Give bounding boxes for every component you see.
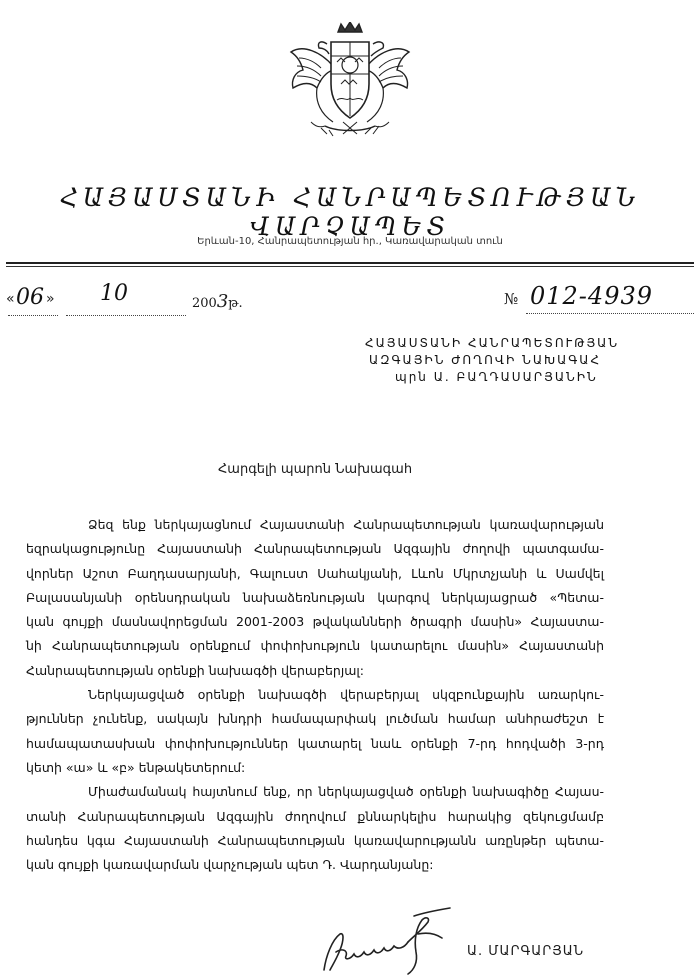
body-line: համապատասխան փոփոխություններ կատարել նաև օրենքի 7-րդ հոդվածի 3-րդ bbox=[26, 735, 604, 751]
addressee-block bbox=[365, 335, 695, 386]
body-line: կետի «ա» և «բ» ենթակետերում: bbox=[26, 759, 246, 775]
handwritten-signature-icon bbox=[318, 900, 458, 977]
letter-number bbox=[500, 282, 694, 322]
body-line: կան գույքի կառավարման վարչության պետ Դ. Վարդանյանը: bbox=[26, 857, 434, 873]
number-value: 012-4939 bbox=[530, 282, 653, 310]
date-year: 2003թ. bbox=[192, 291, 243, 312]
header-divider-thin bbox=[6, 266, 694, 267]
date-day: 06 bbox=[16, 285, 44, 310]
body-line: նի Հանրապետության օրենքում փոփոխություն կատարելու մասին» Հայաստանի bbox=[26, 638, 604, 654]
body-line: Ձեզ ենք ներկայացնում Հայաստանի Հանրապետության կառավարության bbox=[88, 517, 604, 532]
body-line: Հանրապետության օրենքի նախագծի վերաբերյալ: bbox=[26, 662, 365, 678]
letterhead-title: ՀԱՅԱՍՏԱՆԻ ՀԱՆՐԱՊԵՏՈՒԹՅԱՆ ՎԱՐՉԱՊԵՏ bbox=[59, 183, 641, 241]
body-line: հանդես կգա Հայաստանի Հանրապետության կառավարությանն առընթեր պետա- bbox=[26, 832, 604, 848]
header-divider-thick bbox=[6, 262, 694, 264]
salutation: Հարգելի պարոն Նախագահ bbox=[218, 462, 413, 477]
addressee-line-2: ԱԶԳԱՅԻՆ ԺՈՂՈՎԻ ՆԱԽԱԳԱՀ bbox=[369, 353, 602, 367]
body-line: թյուններ չունենք, սակայն խնդրի համապարփակ լուծման համար անհրաժեշտ է bbox=[26, 711, 604, 727]
number-sign: № bbox=[504, 290, 519, 308]
addressee-line-1: ՀԱՅԱՍՏԱՆԻ ՀԱՆՐԱՊԵՏՈՒԹՅԱՆ bbox=[365, 336, 620, 350]
letter-date: « 06 » 10 2003թ. bbox=[6, 285, 306, 325]
addressee-line-3: պրն Ա. ԲԱՂԴԱՍԱՐՅԱՆԻՆ bbox=[395, 370, 598, 384]
coat-of-arms-icon bbox=[281, 22, 419, 140]
body-line: Ներկայացված օրենքի նախագծի վերաբերյալ սկզբունքային առարկու- bbox=[88, 687, 604, 703]
letter-body bbox=[26, 513, 604, 877]
date-month: 10 bbox=[100, 281, 128, 306]
letterhead-address: Երևան-10, Հանրապետության հր., Կառավարական տուն bbox=[197, 236, 503, 247]
body-line: եզրակացությունը Հայաստանի Հանրապետության Ազգային ժողովի պատգամա- bbox=[26, 541, 604, 557]
body-line: Միաժամանակ հայտնում ենք, որ ներկայացված օրենքի նախագիծը Հայաս- bbox=[88, 784, 604, 800]
signer-name: Ա. ՄԱՐԳԱՐՅԱՆ bbox=[467, 944, 585, 959]
body-line: կան գույքի մասնավորեցման 2001-2003 թվականների ծրագրի մասին» Հայաստա- bbox=[26, 614, 604, 630]
body-line: վորներ Աշոտ Բաղդասարյանի, Գալուստ Սահակյանի, Լևոն Մկրտչյանի և Սամվել bbox=[26, 565, 604, 581]
body-line: տանի Հանրապետության Ազգային ժողովում քննարկելիս հարակից զեկուցմամբ bbox=[26, 808, 604, 824]
body-line: Բալասանյանի օրենսդրական նախաձեռնության կարգով ներկայացրած «Պետա- bbox=[26, 589, 604, 605]
